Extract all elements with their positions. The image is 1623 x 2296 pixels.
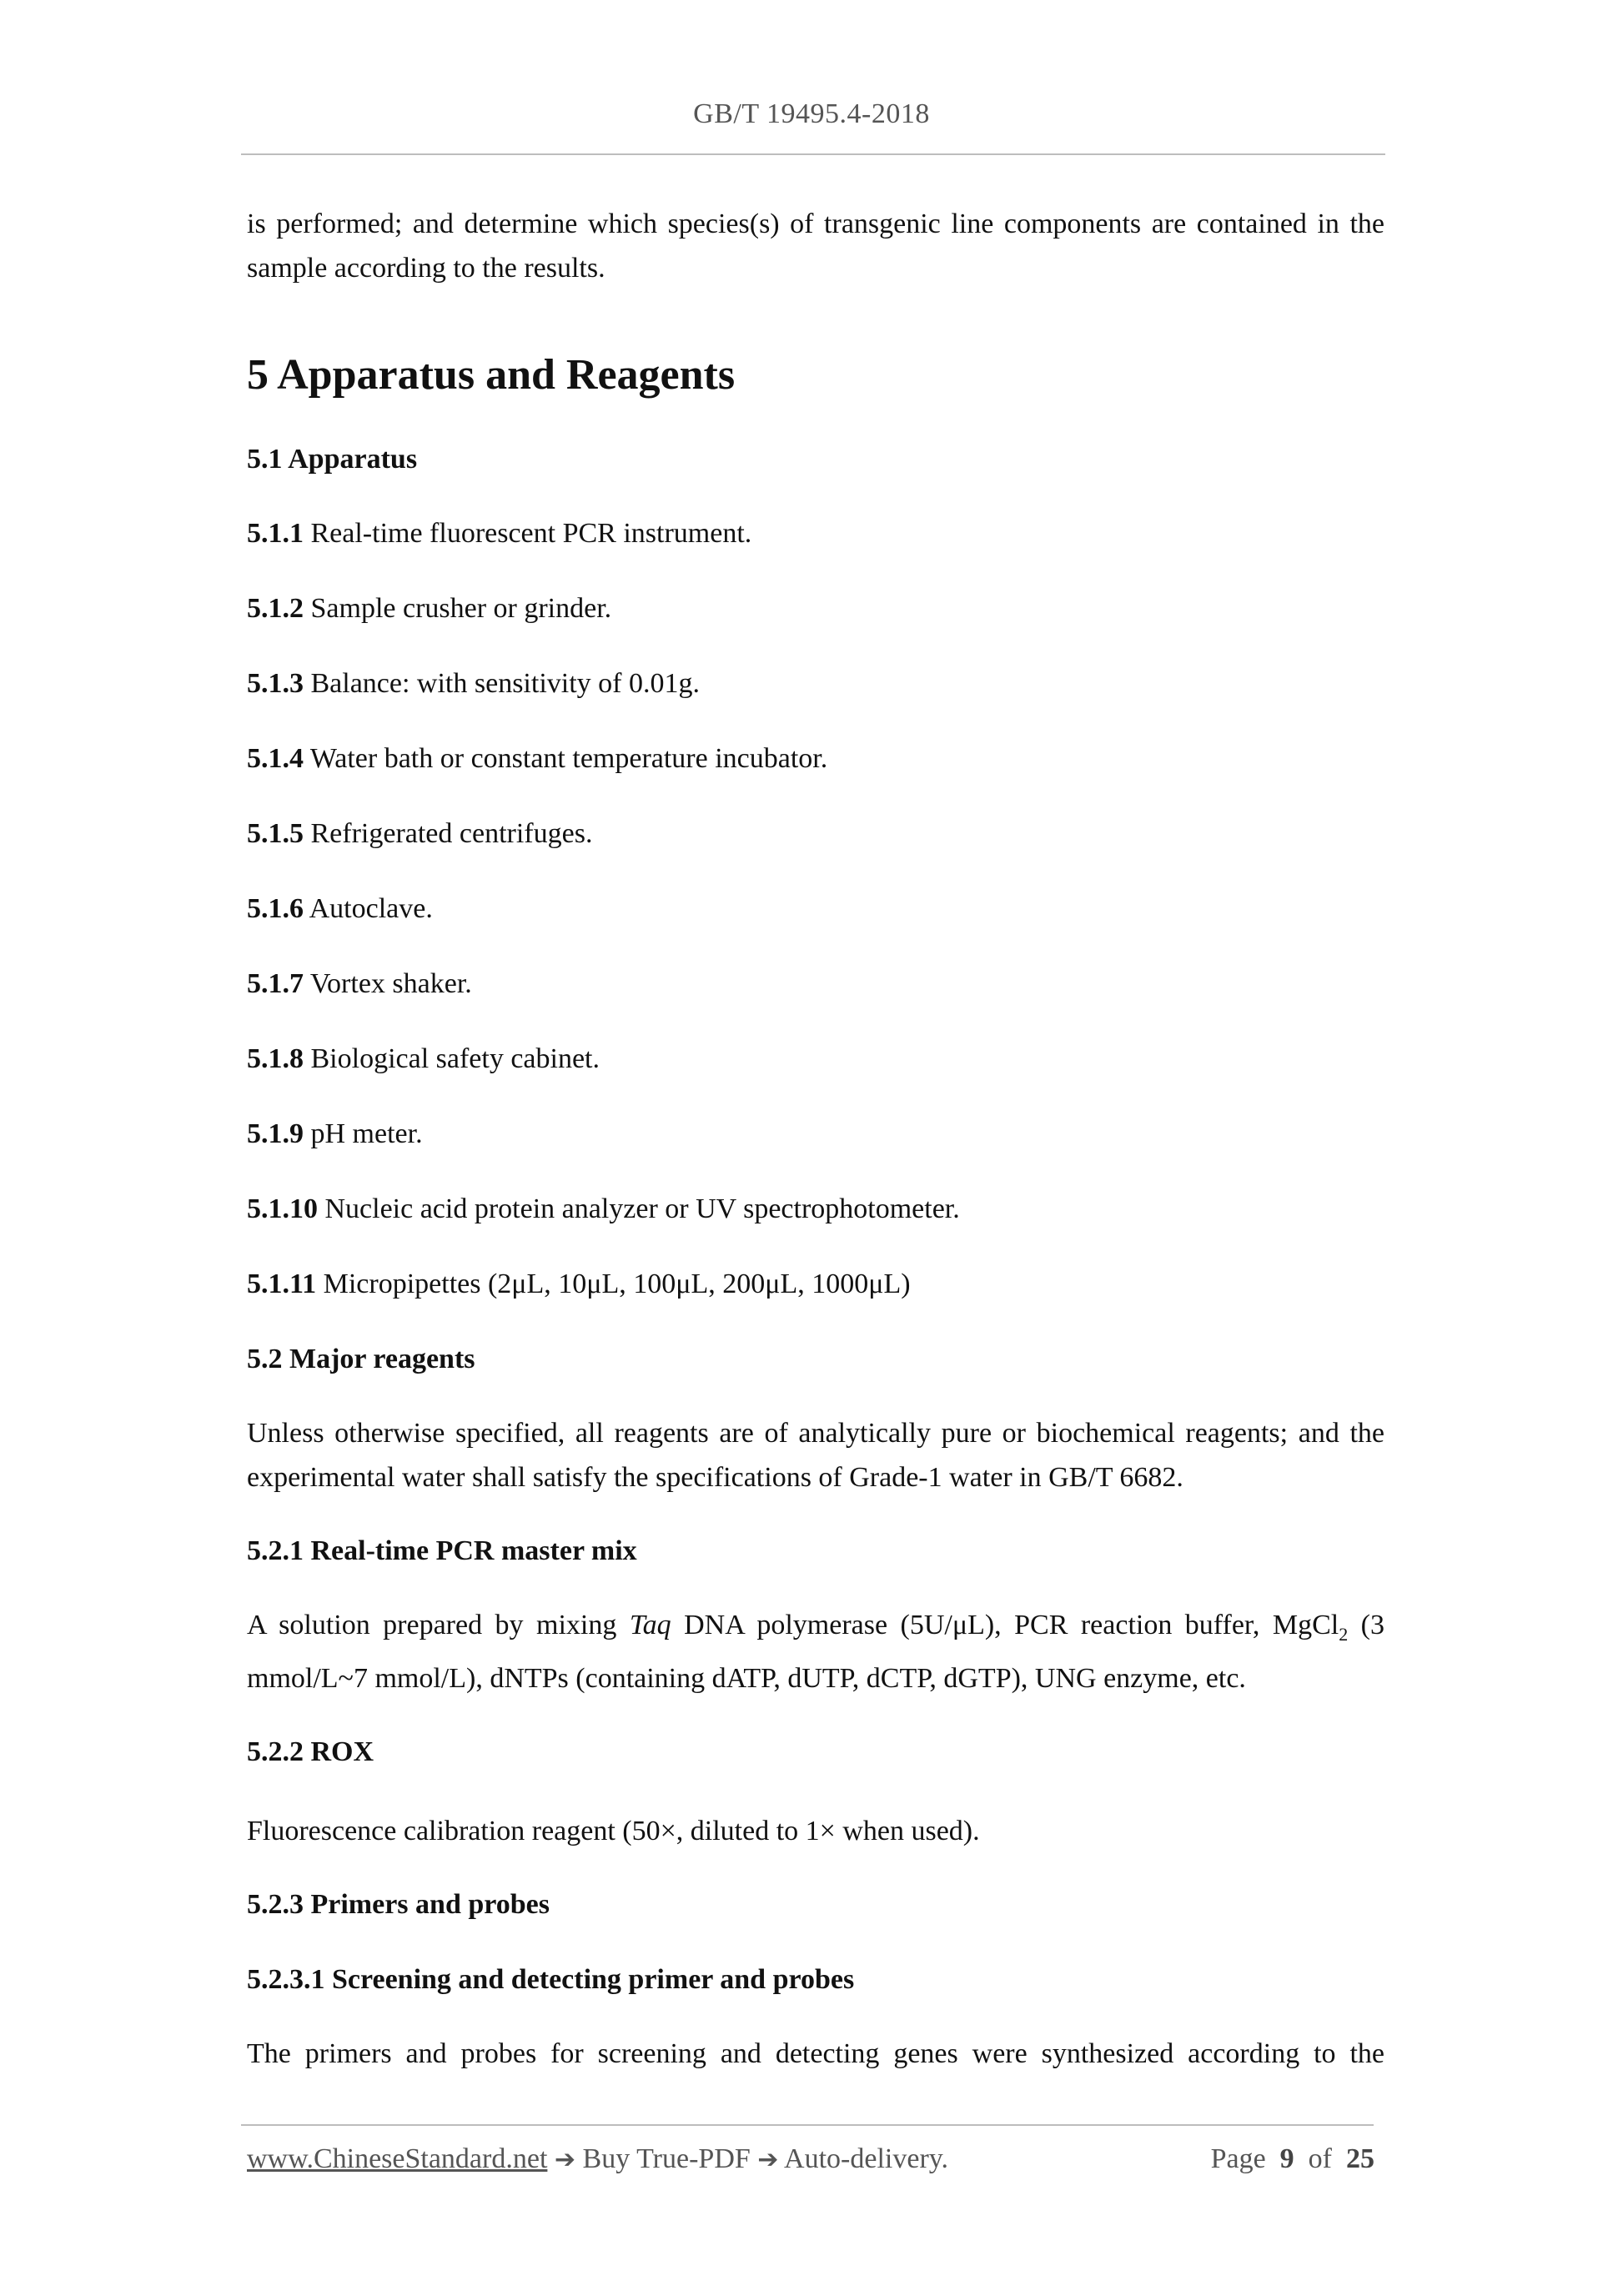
item-text: Vortex shaker.	[304, 968, 472, 999]
item-text: Sample crusher or grinder.	[304, 593, 612, 624]
master-mix-paragraph	[247, 1603, 1384, 1701]
text-run: DNA polymerase (5U/μL), PCR reaction buffer, MgCl	[671, 1610, 1339, 1640]
rox-paragraph: Fluorescence calibration reagent (50×, diluted to 1× when used).	[247, 1815, 980, 1846]
of-label: of	[1308, 2143, 1332, 2174]
page-label: Page	[1210, 2143, 1266, 2174]
apparatus-item	[247, 515, 1384, 552]
primers-paragraph: The primers and probes for screening and detecting genes were synthesized according to the	[247, 2037, 1384, 2069]
item-text: pH meter.	[304, 1118, 423, 1149]
item-text: Micropipettes (2μL, 10μL, 100μL, 200μL, 1000μL)	[316, 1269, 911, 1299]
subscript: 2	[1339, 1623, 1349, 1645]
apparatus-item	[247, 666, 1384, 702]
item-text: Autoclave.	[304, 893, 433, 924]
arrow-right-icon: ➔	[757, 2145, 779, 2174]
apparatus-item	[247, 1266, 1384, 1303]
apparatus-item	[247, 1116, 1384, 1153]
item-text: Biological safety cabinet.	[304, 1043, 600, 1074]
item-number: 5.1.5	[247, 818, 304, 849]
item-text: Real-time fluorescent PCR instrument.	[304, 518, 752, 549]
item-number: 5.1.1	[247, 518, 304, 549]
apparatus-list	[247, 478, 1384, 1303]
intro-paragraph: is performed; and determine which species(s) of transgenic line components are contained in the sample according to the results.	[247, 208, 1384, 284]
page-content	[247, 202, 1384, 2076]
page-indicator	[1211, 2143, 1374, 2175]
item-text: Nucleic acid protein analyzer or UV spectrophotometer.	[318, 1193, 960, 1224]
item-text: Water bath or constant temperature incubator.	[304, 743, 828, 774]
header-divider	[241, 153, 1385, 155]
section-5-2-heading: 5.2 Major reagents	[247, 1344, 475, 1374]
apparatus-item	[247, 816, 1384, 852]
section-5-heading: 5 Apparatus and Reagents	[247, 351, 736, 399]
section-5-1-heading: 5.1 Apparatus	[247, 444, 418, 475]
item-number: 5.1.6	[247, 893, 304, 924]
arrow-right-icon: ➔	[554, 2145, 576, 2174]
apparatus-item	[247, 590, 1384, 627]
major-reagents-paragraph: Unless otherwise specified, all reagents are of analytically pure or biochemical reagents; and the experimental water shall satisfy the specifications of Grade-1 water in GB/T 6682.	[247, 1418, 1384, 1493]
item-number: 5.1.11	[247, 1269, 317, 1299]
buy-true-pdf-text: Buy True-PDF	[575, 2143, 758, 2174]
item-number: 5.1.2	[247, 593, 304, 624]
apparatus-item	[247, 966, 1384, 1002]
apparatus-item	[247, 1191, 1384, 1228]
page-number: 9	[1279, 2143, 1294, 2174]
page-footer	[247, 2143, 1374, 2175]
apparatus-item	[247, 891, 1384, 927]
page-total: 25	[1346, 2143, 1374, 2174]
website-link[interactable]: www.ChineseStandard.net	[247, 2143, 548, 2174]
section-5-2-3-heading: 5.2.3 Primers and probes	[247, 1888, 550, 1920]
taq-italic: Taq	[629, 1610, 671, 1640]
item-text: Refrigerated centrifuges.	[304, 818, 593, 849]
apparatus-item	[247, 741, 1384, 777]
item-number: 5.1.10	[247, 1193, 318, 1224]
section-5-2-3-1-heading: 5.2.3.1 Screening and detecting primer and probes	[247, 1963, 855, 1995]
section-5-2-2-heading: 5.2.2 ROX	[247, 1736, 374, 1767]
item-text: Balance: with sensitivity of 0.01g.	[304, 668, 700, 699]
item-number: 5.1.7	[247, 968, 304, 999]
item-number: 5.1.9	[247, 1118, 304, 1149]
item-number: 5.1.4	[247, 743, 304, 774]
footer-divider	[241, 2124, 1374, 2126]
header-title: GB/T 19495.4-2018	[693, 98, 930, 129]
text-run: (3 mmol/L~7 mmol/L), dNTPs (containing dATP, dUTP, dCTP, dGTP), UNG enzyme, etc.	[247, 1610, 1384, 1694]
item-number: 5.1.8	[247, 1043, 304, 1074]
auto-delivery-text: Auto-delivery.	[778, 2143, 949, 2174]
text-run: A solution prepared by mixing	[247, 1610, 630, 1640]
apparatus-item	[247, 1041, 1384, 1078]
item-number: 5.1.3	[247, 668, 304, 699]
section-5-2-1-heading: 5.2.1 Real-time PCR master mix	[247, 1535, 637, 1566]
